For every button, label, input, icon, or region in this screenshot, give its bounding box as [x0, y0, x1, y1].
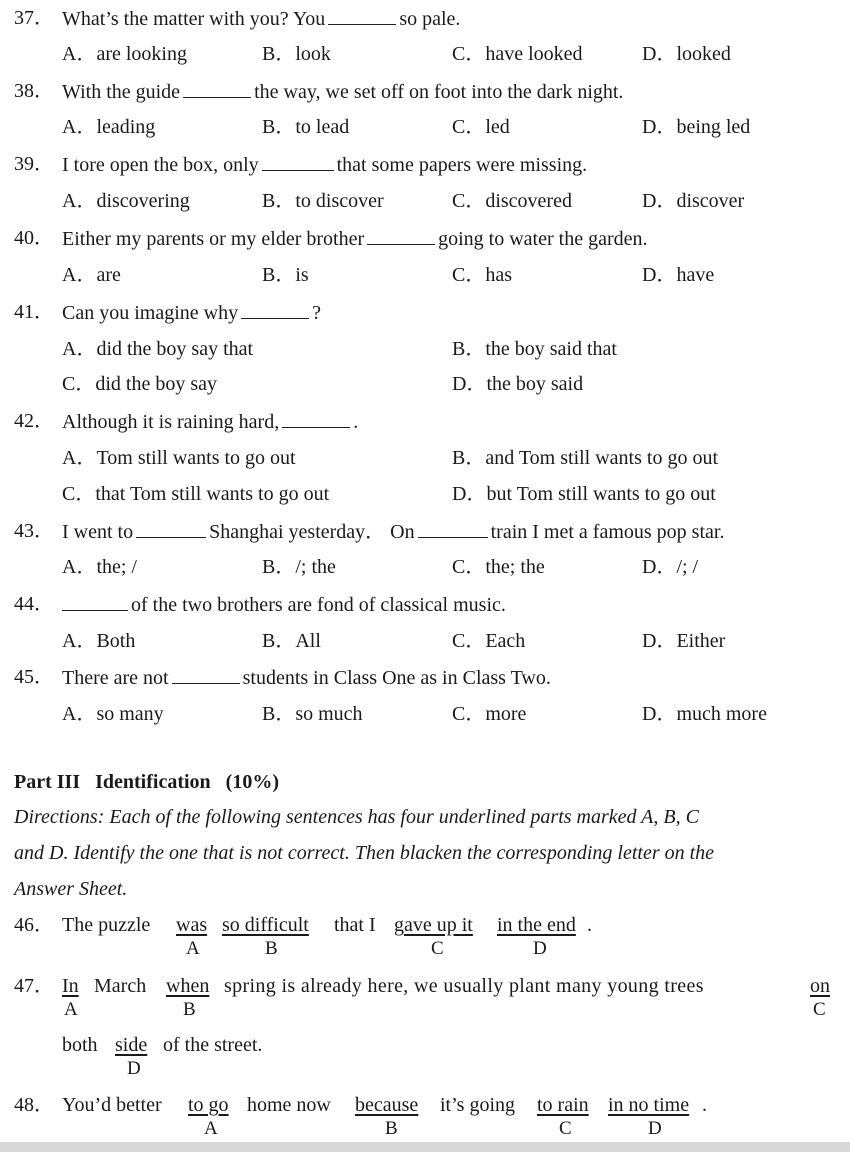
option-d: D．being led	[642, 116, 751, 138]
part-label-a: A	[64, 999, 78, 1020]
option-b: B．and Tom still wants to go out	[452, 447, 719, 469]
part-label-c: C	[813, 999, 826, 1020]
option-a: A．leading	[62, 116, 156, 138]
option-d: D．but Tom still wants to go out	[452, 483, 716, 505]
question-stem: I went to Shanghai yesterday． On train I met a famous pop star.	[62, 521, 725, 543]
option-b: B．to discover	[262, 190, 384, 212]
answer-blank	[328, 6, 396, 25]
question-number: 45．	[14, 666, 54, 688]
option-c: C．has	[452, 264, 512, 286]
underlined-part-d: side	[115, 1034, 148, 1056]
underlined-part-a: was	[176, 914, 208, 936]
question-stem: With the guide the way, we set off on foot into the dark night.	[62, 81, 624, 103]
option-d: D．have	[642, 264, 715, 286]
underlined-part-d: in the end	[497, 914, 576, 936]
part-label-b: B	[385, 1118, 398, 1139]
underlined-part-b: so difficult	[222, 914, 309, 936]
answer-blank	[183, 79, 251, 98]
option-c: C．Each	[452, 630, 526, 652]
question-stem: of the two brothers are fond of classical music.	[62, 592, 506, 617]
question-stem: What’s the matter with you? You so pale.	[62, 8, 461, 30]
question-stem: Either my parents or my elder brother going to water the garden.	[62, 228, 648, 250]
underlined-part-d: in no time	[608, 1094, 690, 1116]
option-b: B．All	[262, 630, 321, 652]
option-a: A．so many	[62, 703, 164, 725]
underlined-part-c: on	[810, 975, 830, 997]
question-number: 47．	[14, 975, 54, 997]
option-c: C．that Tom still wants to go out	[62, 483, 330, 505]
option-b: B．so much	[262, 703, 363, 725]
part-label-a: A	[204, 1118, 218, 1139]
part-label-d: D	[648, 1118, 662, 1139]
question-number: 42．	[14, 410, 54, 432]
question-stem: Can you imagine why ?	[62, 302, 321, 324]
answer-blank	[418, 519, 488, 538]
question-number: 38．	[14, 80, 54, 102]
answer-blank	[282, 409, 350, 428]
answer-blank	[136, 519, 206, 538]
question-number: 43．	[14, 520, 54, 542]
question-stem: There are not students in Class One as in Class Two.	[62, 667, 551, 689]
option-a: A．discovering	[62, 190, 190, 212]
answer-blank	[367, 226, 435, 245]
question-number: 39．	[14, 153, 54, 175]
underlined-part-b: because	[355, 1094, 419, 1116]
question-number: 48．	[14, 1094, 54, 1116]
option-a: A．the; /	[62, 556, 137, 578]
option-d: D．discover	[642, 190, 745, 212]
underlined-part-c: to rain	[537, 1094, 589, 1116]
underlined-part-a: to go	[188, 1094, 229, 1116]
option-a: A．Tom still wants to go out	[62, 447, 296, 469]
option-a: A．did the boy say that	[62, 338, 254, 360]
option-d: D．/; /	[642, 556, 699, 578]
option-d: D．the boy said	[452, 373, 584, 395]
question-stem: I tore open the box, only that some papers were missing.	[62, 154, 588, 176]
question-number: 46．	[14, 914, 54, 936]
option-b: B．is	[262, 264, 309, 286]
option-c: C．have looked	[452, 43, 583, 65]
option-c: C．the; the	[452, 556, 545, 578]
option-d: D．much more	[642, 703, 767, 725]
directions-line-3: Answer Sheet.	[14, 878, 128, 900]
option-a: A．Both	[62, 630, 136, 652]
part-label-c: C	[559, 1118, 572, 1139]
answer-blank	[262, 152, 334, 171]
option-d: D．looked	[642, 43, 731, 65]
part-label-a: A	[186, 938, 200, 959]
option-b: B．to lead	[262, 116, 350, 138]
option-b: B．/; the	[262, 556, 336, 578]
part-label-d: D	[127, 1058, 141, 1079]
answer-blank	[172, 665, 240, 684]
part-label-b: B	[265, 938, 278, 959]
exam-page: 37． What’s the matter with you? You so pale. A．are looking B．look C．have looked D．looked 38． With the guide the way, we set off on foot into the dark night. A．leading B．to lead C．led D．being led 39． I tore open the box, only that some papers were missing. A．discovering B．to discover C．discovered D．discover 40． Either my parents or my elder brother going to water the garden. A．are B．is C．has D．have 41． Can you imagine why ? A．did the boy say that B．the boy said that C．did the boy say D．the boy said 42． Although it is raining hard, . A．Tom still wants to go out B．and Tom still wants to go out C．that Tom still wants to go out D．but Tom still wants to go out 43． I went to Shanghai yesterday． On train I met a famous pop star. A．the; / B．/; the C．the; the D．/; / 44． of the two brothers are fond of classical music. A．Both B．All C．Each D．Either 45． There are not students in Class One as in Class Two. A．so many B．so much C．more D．much more Part III Identification (10%) Directions: Each of the following sentences has four underlined parts marked A, B, C and D. Identify the one that is not correct. Then blacken the corresponding letter on the Answer Sheet. 46． The puzzle was so difficult that I gave up it in the end . A B C D 47． In March when spring is already here, we usually plant many young trees on A B C both side of the street. D 48． You’d better to go home now because it’s going to rain in no time . A B C D	[0, 0, 850, 1152]
part-label-b: B	[183, 999, 196, 1020]
directions-line-1: Directions: Each of the following sentences has four underlined parts marked A, B, C	[14, 806, 699, 828]
option-c: C．led	[452, 116, 510, 138]
question-stem: Although it is raining hard, .	[62, 411, 359, 433]
answer-blank	[62, 592, 128, 611]
underlined-part-c: gave up it	[394, 914, 473, 936]
option-b: B．look	[262, 43, 331, 65]
underlined-part-a: In	[62, 975, 79, 997]
page-bottom-edge	[0, 1142, 850, 1152]
question-number: 37．	[14, 7, 54, 29]
part-label-c: C	[431, 938, 444, 959]
question-number: 40．	[14, 227, 54, 249]
option-a: A．are looking	[62, 43, 187, 65]
option-c: C．discovered	[452, 190, 572, 212]
option-b: B．the boy said that	[452, 338, 617, 360]
option-d: D．Either	[642, 630, 726, 652]
underlined-part-b: when	[166, 975, 210, 997]
answer-blank	[241, 300, 309, 319]
option-a: A．are	[62, 264, 121, 286]
option-c: C．more	[452, 703, 527, 725]
question-number: 44．	[14, 593, 54, 615]
section-heading: Part III Identification (10%)	[14, 771, 279, 793]
part-label-d: D	[533, 938, 547, 959]
option-c: C．did the boy say	[62, 373, 217, 395]
directions-line-2: and D. Identify the one that is not correct. Then blacken the corresponding letter on the	[14, 842, 715, 864]
question-number: 41．	[14, 301, 54, 323]
